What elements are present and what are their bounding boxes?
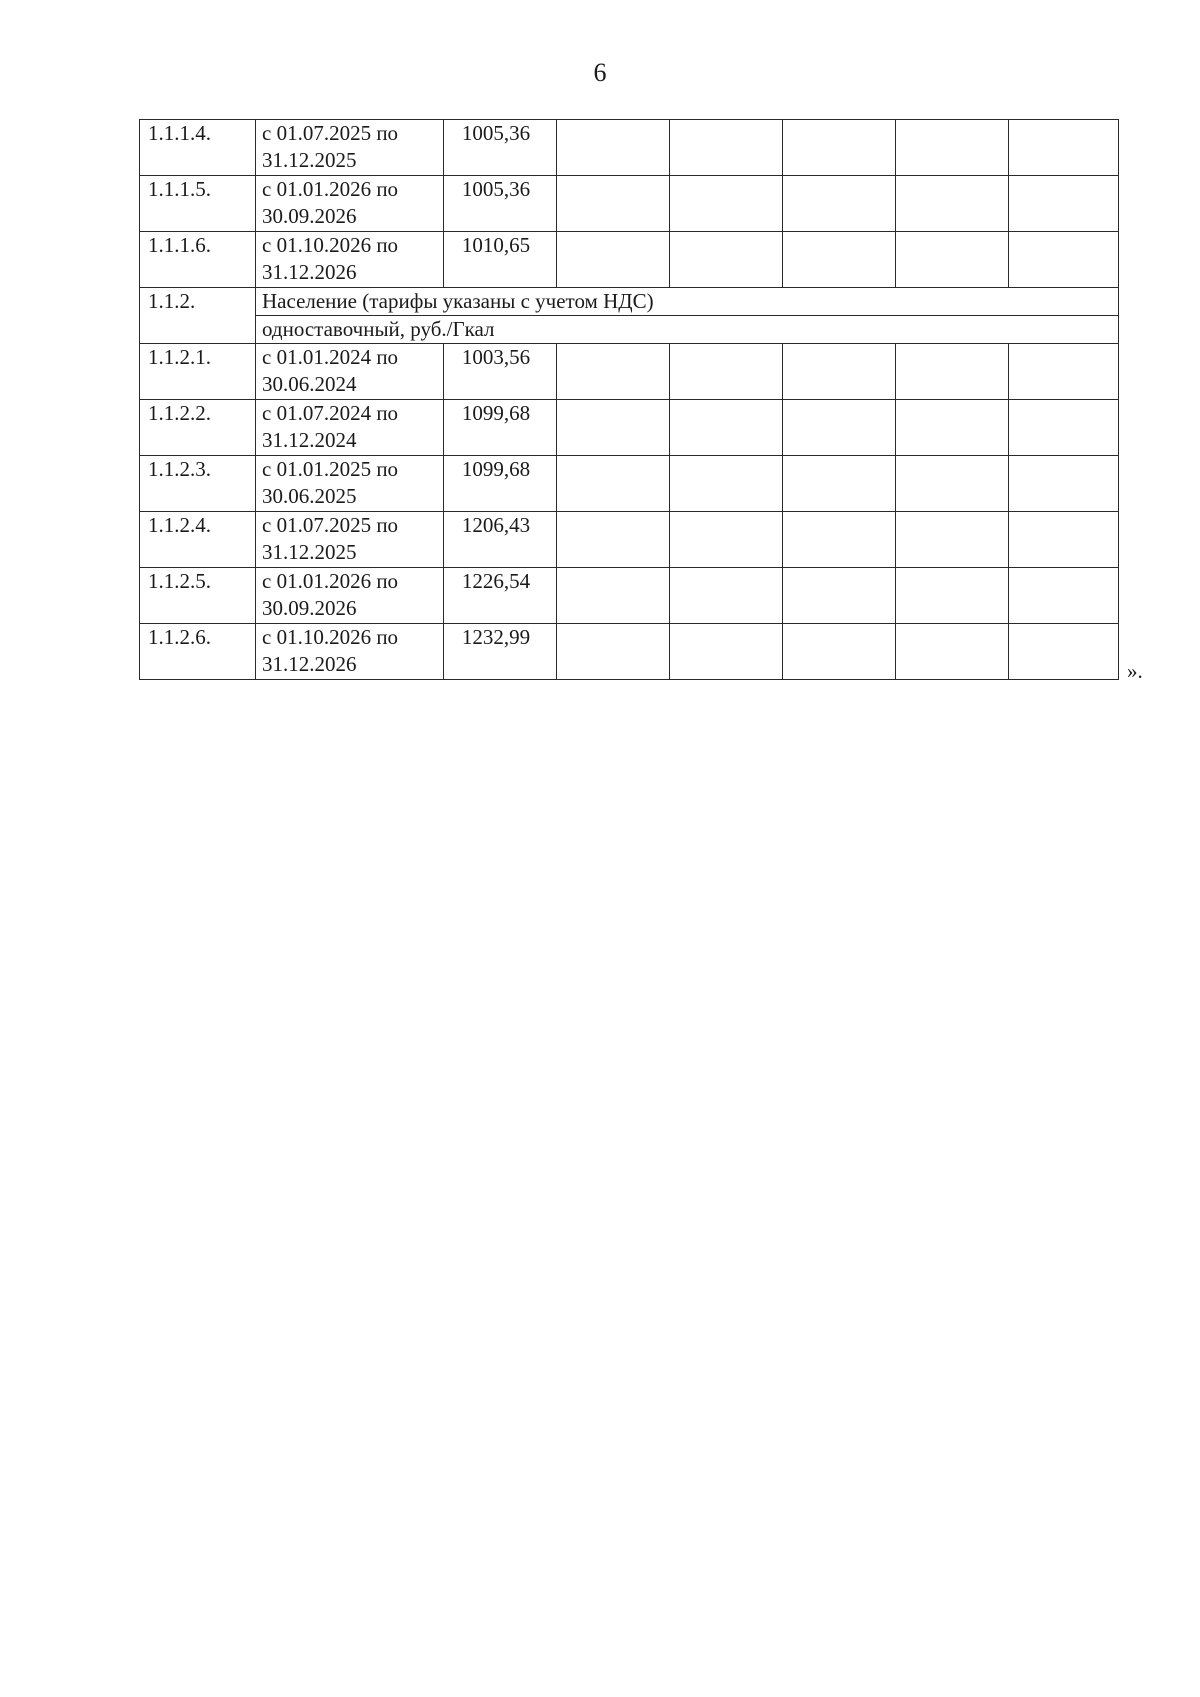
period-from: с 01.01.2026 по bbox=[262, 569, 399, 593]
period-to: 31.12.2026 bbox=[262, 652, 357, 676]
empty-cell bbox=[1009, 512, 1119, 568]
row-number: 1.1.2.3. bbox=[140, 456, 256, 512]
section-title: Население (тарифы указаны с учетом НДС) bbox=[256, 288, 1119, 316]
row-value: 1005,36 bbox=[444, 120, 557, 176]
empty-cell bbox=[1009, 456, 1119, 512]
page-number: 6 bbox=[593, 58, 607, 87]
tariff-table-body bbox=[140, 120, 1119, 680]
empty-cell bbox=[557, 232, 670, 288]
empty-cell bbox=[1009, 176, 1119, 232]
row-number: 1.1.1.5. bbox=[140, 176, 256, 232]
table-row bbox=[140, 512, 1119, 568]
period-to: 31.12.2025 bbox=[262, 540, 357, 564]
section-header-row bbox=[140, 288, 1119, 316]
period-from: с 01.07.2025 по bbox=[262, 121, 399, 145]
row-number: 1.1.2.1. bbox=[140, 344, 256, 400]
empty-cell bbox=[896, 344, 1009, 400]
empty-cell bbox=[783, 344, 896, 400]
empty-cell bbox=[783, 176, 896, 232]
period-to: 31.12.2026 bbox=[262, 260, 357, 284]
row-value: 1232,99 bbox=[444, 624, 557, 680]
period-from: с 01.07.2025 по bbox=[262, 513, 399, 537]
period-to: 30.09.2026 bbox=[262, 596, 357, 620]
row-value: 1206,43 bbox=[444, 512, 557, 568]
empty-cell bbox=[670, 232, 783, 288]
closing-quote-mark: ». bbox=[1127, 659, 1143, 683]
table-row bbox=[140, 120, 1119, 176]
empty-cell bbox=[670, 344, 783, 400]
period-to: 30.06.2025 bbox=[262, 484, 357, 508]
empty-cell bbox=[670, 176, 783, 232]
empty-cell bbox=[557, 456, 670, 512]
empty-cell bbox=[783, 624, 896, 680]
empty-cell bbox=[557, 120, 670, 176]
empty-cell bbox=[896, 232, 1009, 288]
row-number: 1.1.1.4. bbox=[140, 120, 256, 176]
empty-cell bbox=[557, 344, 670, 400]
period-from: с 01.01.2026 по bbox=[262, 177, 399, 201]
table-row bbox=[140, 568, 1119, 624]
row-number: 1.1.2.2. bbox=[140, 400, 256, 456]
empty-cell bbox=[1009, 624, 1119, 680]
row-period bbox=[256, 344, 444, 400]
empty-cell bbox=[896, 456, 1009, 512]
empty-cell bbox=[896, 512, 1009, 568]
empty-cell bbox=[670, 624, 783, 680]
empty-cell bbox=[783, 512, 896, 568]
table-row bbox=[140, 400, 1119, 456]
section-subtitle: одноставочный, руб./Гкал bbox=[256, 316, 1119, 344]
empty-cell bbox=[783, 400, 896, 456]
empty-cell bbox=[896, 568, 1009, 624]
row-period bbox=[256, 512, 444, 568]
empty-cell bbox=[783, 232, 896, 288]
row-period bbox=[256, 400, 444, 456]
empty-cell bbox=[1009, 344, 1119, 400]
period-to: 31.12.2024 bbox=[262, 428, 357, 452]
row-value: 1005,36 bbox=[444, 176, 557, 232]
empty-cell bbox=[896, 624, 1009, 680]
period-to: 31.12.2025 bbox=[262, 148, 357, 172]
section-subtitle-row bbox=[140, 316, 1119, 344]
tariff-table bbox=[139, 119, 1119, 680]
row-number: 1.1.2.6. bbox=[140, 624, 256, 680]
period-from: с 01.10.2026 по bbox=[262, 233, 399, 257]
row-value: 1010,65 bbox=[444, 232, 557, 288]
table-row bbox=[140, 456, 1119, 512]
section-number: 1.1.2. bbox=[140, 288, 256, 344]
row-period bbox=[256, 568, 444, 624]
table-row bbox=[140, 624, 1119, 680]
row-period bbox=[256, 120, 444, 176]
empty-cell bbox=[1009, 232, 1119, 288]
empty-cell bbox=[783, 120, 896, 176]
empty-cell bbox=[557, 568, 670, 624]
period-from: с 01.01.2024 по bbox=[262, 345, 399, 369]
row-value: 1226,54 bbox=[444, 568, 557, 624]
row-period bbox=[256, 232, 444, 288]
period-to: 30.09.2026 bbox=[262, 204, 357, 228]
empty-cell bbox=[557, 176, 670, 232]
empty-cell bbox=[557, 624, 670, 680]
empty-cell bbox=[670, 512, 783, 568]
row-period bbox=[256, 624, 444, 680]
empty-cell bbox=[1009, 568, 1119, 624]
empty-cell bbox=[1009, 120, 1119, 176]
table-row bbox=[140, 176, 1119, 232]
empty-cell bbox=[670, 568, 783, 624]
empty-cell bbox=[557, 400, 670, 456]
table-row bbox=[140, 344, 1119, 400]
period-from: с 01.01.2025 по bbox=[262, 457, 399, 481]
row-period bbox=[256, 456, 444, 512]
period-to: 30.06.2024 bbox=[262, 372, 357, 396]
row-period bbox=[256, 176, 444, 232]
empty-cell bbox=[783, 568, 896, 624]
row-value: 1099,68 bbox=[444, 400, 557, 456]
empty-cell bbox=[670, 120, 783, 176]
period-from: с 01.07.2024 по bbox=[262, 401, 399, 425]
empty-cell bbox=[783, 456, 896, 512]
empty-cell bbox=[896, 176, 1009, 232]
empty-cell bbox=[1009, 400, 1119, 456]
empty-cell bbox=[896, 120, 1009, 176]
row-value: 1099,68 bbox=[444, 456, 557, 512]
table-row bbox=[140, 232, 1119, 288]
empty-cell bbox=[896, 400, 1009, 456]
row-value: 1003,56 bbox=[444, 344, 557, 400]
empty-cell bbox=[670, 400, 783, 456]
empty-cell bbox=[557, 512, 670, 568]
row-number: 1.1.2.4. bbox=[140, 512, 256, 568]
row-number: 1.1.2.5. bbox=[140, 568, 256, 624]
period-from: с 01.10.2026 по bbox=[262, 625, 399, 649]
row-number: 1.1.1.6. bbox=[140, 232, 256, 288]
empty-cell bbox=[670, 456, 783, 512]
